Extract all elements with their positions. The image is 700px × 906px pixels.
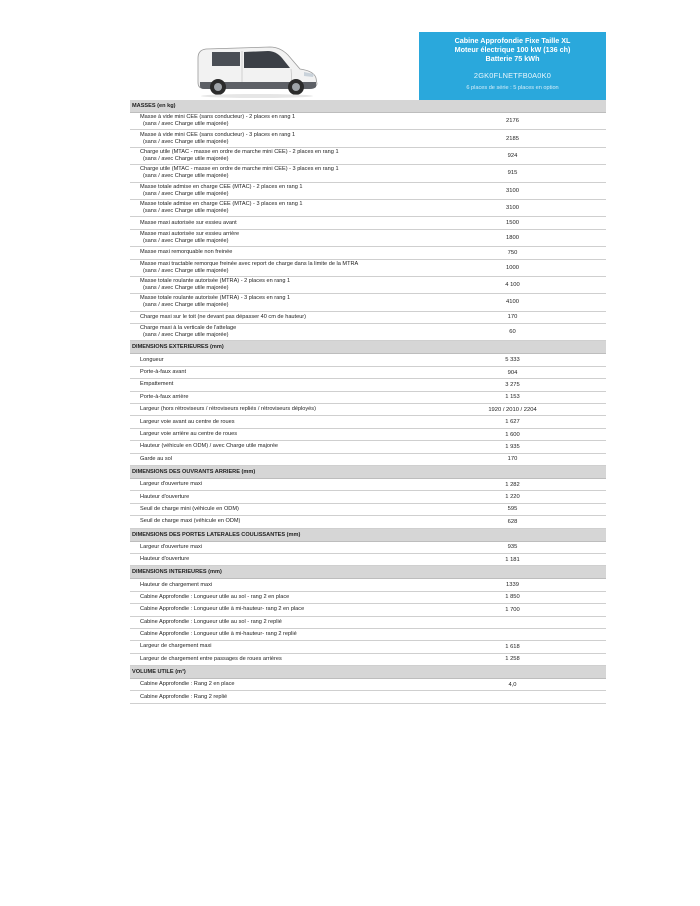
spec-value: 904 bbox=[419, 366, 606, 378]
spec-label bbox=[130, 604, 419, 616]
spec-label-sub: (sans / avec Charge utile majorée) bbox=[143, 302, 229, 309]
spec-label bbox=[130, 416, 419, 428]
spec-label bbox=[130, 379, 419, 391]
spec-label-text: Cabine Approfondie : Rang 2 replié bbox=[140, 693, 228, 700]
spec-label-text: Masse totale admise en charge CEE (MTAC) - 2 places en rang 1 bbox=[140, 183, 303, 190]
spec-label-text: Largeur d'ouverture maxi bbox=[140, 481, 203, 488]
spec-label-text: Masse totale roulante autorisée (MTRA) - 3 places en rang 1 bbox=[140, 295, 291, 302]
spec-label-text: Largeur d'ouverture maxi bbox=[140, 543, 203, 550]
spec-label bbox=[130, 441, 419, 453]
table-row bbox=[130, 591, 606, 603]
spec-label bbox=[130, 691, 419, 703]
spec-label bbox=[130, 428, 419, 440]
version-header bbox=[419, 32, 606, 100]
spec-label-sub: (sans / avec Charge utile majorée) bbox=[143, 121, 229, 128]
spec-value: 5 333 bbox=[419, 354, 606, 366]
table-row bbox=[130, 541, 606, 553]
spec-label-text: Masse maxi autorisée sur essieu avant bbox=[140, 219, 237, 226]
section-header bbox=[130, 528, 606, 541]
spec-label-text: Cabine Approfondie : Longueur utile à mi-hauteur- rang 2 replié bbox=[140, 631, 297, 638]
spec-value: 3100 bbox=[419, 182, 606, 199]
spec-value: 3100 bbox=[419, 199, 606, 216]
spec-label bbox=[130, 516, 419, 528]
table-row bbox=[130, 276, 606, 293]
table-row bbox=[130, 616, 606, 628]
spec-value: 1 282 bbox=[419, 478, 606, 490]
spec-label bbox=[130, 182, 419, 199]
table-row bbox=[130, 165, 606, 182]
table-row bbox=[130, 247, 606, 259]
spec-value: 60 bbox=[419, 324, 606, 341]
spec-value: 915 bbox=[419, 165, 606, 182]
spec-label bbox=[130, 130, 419, 147]
table-row bbox=[130, 354, 606, 366]
spec-label-text: Largeur (hors rétroviseurs / rétroviseurs repliés / rétroviseurs déployés) bbox=[140, 406, 316, 413]
spec-sheet bbox=[130, 32, 606, 704]
spec-label-text: Largeur voie arrière au centre de roues bbox=[140, 431, 238, 437]
spec-label bbox=[130, 366, 419, 378]
spec-label bbox=[130, 453, 419, 465]
spec-label bbox=[130, 199, 419, 216]
table-row bbox=[130, 217, 606, 229]
section-title: MASSES (en kg) bbox=[130, 100, 606, 113]
spec-label bbox=[130, 641, 419, 653]
section-header bbox=[130, 566, 606, 579]
table-row bbox=[130, 503, 606, 515]
spec-label-text: Charge maxi sur le toit (ne devant pas dépasser 40 cm de hauteur) bbox=[140, 313, 307, 320]
spec-label-text: Masse à vide mini CEE (sans conducteur) - 2 places en rang 1 bbox=[140, 114, 296, 121]
table-row bbox=[130, 478, 606, 490]
spec-label-text: Charge utile (MTAC - masse en ordre de marche mini CEE) - 2 places en rang 1 bbox=[140, 148, 339, 155]
spec-label-text: Longueur bbox=[140, 356, 164, 363]
table-row bbox=[130, 516, 606, 528]
spec-label bbox=[130, 478, 419, 490]
table-row bbox=[130, 229, 606, 246]
spec-label-text: Hauteur d'ouverture bbox=[140, 556, 190, 563]
section-title: DIMENSIONS DES PORTES LATERALES COULISSANTES (mm) bbox=[130, 528, 606, 541]
spec-value bbox=[419, 616, 606, 628]
spec-label bbox=[130, 541, 419, 553]
spec-value bbox=[419, 691, 606, 703]
spec-label bbox=[130, 491, 419, 503]
spec-value: 3 275 bbox=[419, 379, 606, 391]
spec-value: 595 bbox=[419, 503, 606, 515]
table-row bbox=[130, 311, 606, 323]
section-title: DIMENSIONS DES OUVRANTS ARRIERE (mm) bbox=[130, 465, 606, 478]
section-header bbox=[130, 100, 606, 113]
spec-value: 1 850 bbox=[419, 591, 606, 603]
spec-label-text: Charge maxi à la verticale de l'attelage bbox=[140, 325, 237, 332]
version-code: 2GK0FLNETFB0A0K0 bbox=[473, 71, 552, 80]
spec-label bbox=[130, 247, 419, 259]
spec-label bbox=[130, 165, 419, 182]
table-row bbox=[130, 691, 606, 703]
spec-value: 750 bbox=[419, 247, 606, 259]
spec-label bbox=[130, 404, 419, 416]
spec-value: 1 153 bbox=[419, 391, 606, 403]
spec-label bbox=[130, 276, 419, 293]
version-title: Cabine Approfondie Fixe Taille XL Moteur électrique 100 kW (136 ch) Batterie 75 kWh bbox=[454, 36, 571, 63]
spec-value: 1920 / 2010 / 2204 bbox=[419, 404, 606, 416]
spec-value: 1 220 bbox=[419, 491, 606, 503]
spec-label bbox=[130, 147, 419, 164]
spec-table bbox=[130, 100, 606, 704]
table-row bbox=[130, 441, 606, 453]
spec-label-text: Largeur de chargement maxi bbox=[140, 643, 212, 650]
spec-value: 1 700 bbox=[419, 604, 606, 616]
table-row bbox=[130, 199, 606, 216]
spec-label-text: Charge utile (MTAC - masse en ordre de marche mini CEE) - 3 places en rang 1 bbox=[140, 166, 339, 173]
spec-value: 628 bbox=[419, 516, 606, 528]
spec-value bbox=[419, 628, 606, 640]
table-row bbox=[130, 294, 606, 311]
spec-label bbox=[130, 354, 419, 366]
spec-label-sub: (sans / avec Charge utile majorée) bbox=[143, 267, 229, 274]
table-row bbox=[130, 113, 606, 130]
spec-value: 1 935 bbox=[419, 441, 606, 453]
table-row bbox=[130, 130, 606, 147]
spec-label bbox=[130, 579, 419, 591]
spec-value: 935 bbox=[419, 541, 606, 553]
table-row bbox=[130, 553, 606, 565]
spec-label-text: Masse totale admise en charge CEE (MTAC) - 3 places en rang 1 bbox=[140, 201, 303, 208]
table-row bbox=[130, 379, 606, 391]
table-row bbox=[130, 259, 606, 276]
spec-value: 1 627 bbox=[419, 416, 606, 428]
spec-label bbox=[130, 503, 419, 515]
spec-value: 1000 bbox=[419, 259, 606, 276]
spec-label-sub: (sans / avec Charge utile majorée) bbox=[143, 190, 229, 197]
table-row bbox=[130, 579, 606, 591]
spec-value: 924 bbox=[419, 147, 606, 164]
table-row bbox=[130, 324, 606, 341]
spec-label-text: Largeur voie avant au centre de roues bbox=[140, 418, 235, 425]
section-header bbox=[130, 465, 606, 478]
spec-label-text: Empattement bbox=[140, 381, 174, 388]
spec-label-text: Hauteur d'ouverture bbox=[140, 493, 190, 500]
section-header bbox=[130, 666, 606, 679]
spec-label-text: Porte-à-faux avant bbox=[140, 369, 187, 376]
table-row bbox=[130, 679, 606, 691]
spec-label-sub: (sans / avec Charge utile majorée) bbox=[143, 285, 229, 292]
spec-label-text: Masse totale roulante autorisée (MTRA) - 2 places en rang 1 bbox=[140, 278, 291, 285]
spec-value: 1800 bbox=[419, 229, 606, 246]
spec-label bbox=[130, 616, 419, 628]
section-title: DIMENSIONS INTERIEURES (mm) bbox=[130, 566, 606, 579]
section-title: VOLUME UTILE (m³) bbox=[130, 666, 606, 679]
section-header bbox=[130, 341, 606, 354]
spec-label-text: Garde au sol bbox=[140, 455, 173, 462]
top-band bbox=[130, 32, 606, 100]
table-row bbox=[130, 428, 606, 440]
spec-label bbox=[130, 217, 419, 229]
spec-label bbox=[130, 553, 419, 565]
spec-value: 1 618 bbox=[419, 641, 606, 653]
spec-label bbox=[130, 679, 419, 691]
spec-label bbox=[130, 653, 419, 665]
table-row bbox=[130, 628, 606, 640]
spec-label-sub: (sans / avec Charge utile majorée) bbox=[143, 155, 229, 162]
spec-value: 2176 bbox=[419, 113, 606, 130]
table-row bbox=[130, 641, 606, 653]
spec-label bbox=[130, 113, 419, 130]
spec-label-sub: (sans / avec Charge utile majorée) bbox=[143, 138, 229, 145]
table-row bbox=[130, 491, 606, 503]
spec-value: 1 258 bbox=[419, 653, 606, 665]
spec-value: 1 600 bbox=[419, 428, 606, 440]
table-row bbox=[130, 416, 606, 428]
spec-label-text: Cabine Approfondie : Longueur utile au sol - rang 2 replié bbox=[140, 618, 282, 625]
table-row bbox=[130, 391, 606, 403]
spec-label bbox=[130, 229, 419, 246]
spec-value: 1500 bbox=[419, 217, 606, 229]
spec-label-text: Masse maxi autorisée sur essieu arrière bbox=[140, 230, 240, 237]
spec-label-sub: (sans / avec Charge utile majorée) bbox=[143, 173, 229, 180]
spec-label bbox=[130, 628, 419, 640]
spec-label-text: Hauteur de chargement maxi bbox=[140, 581, 213, 588]
spec-label-text: Hauteur (véhicule en ODM) / avec Charge utile majorée bbox=[140, 443, 279, 450]
spec-label-text: Masse maxi remorquable non freinée bbox=[140, 249, 233, 256]
spec-label-text: Largeur de chargement entre passages de roues arrières bbox=[140, 655, 282, 662]
spec-label bbox=[130, 311, 419, 323]
table-row bbox=[130, 182, 606, 199]
section-title: DIMENSIONS EXTERIEURES (mm) bbox=[130, 341, 606, 354]
spec-label bbox=[130, 294, 419, 311]
spec-label bbox=[130, 591, 419, 603]
spec-label-text: Seuil de charge mini (véhicule en ODM) bbox=[140, 505, 239, 512]
spec-value: 2185 bbox=[419, 130, 606, 147]
spec-label-text: Masse à vide mini CEE (sans conducteur) - 3 places en rang 1 bbox=[140, 131, 296, 138]
table-row bbox=[130, 404, 606, 416]
spec-label bbox=[130, 259, 419, 276]
spec-value: 4100 bbox=[419, 294, 606, 311]
spec-label-sub: (sans / avec Charge utile majorée) bbox=[143, 208, 229, 215]
spec-label-text: Cabine Approfondie : Rang 2 en place bbox=[140, 681, 235, 688]
spec-label-sub: (sans / avec Charge utile majorée) bbox=[143, 332, 229, 339]
van-image bbox=[192, 38, 322, 100]
spec-value: 1339 bbox=[419, 579, 606, 591]
spec-label bbox=[130, 391, 419, 403]
spec-label-text: Porte-à-faux arrière bbox=[140, 393, 189, 400]
table-row bbox=[130, 453, 606, 465]
table-row bbox=[130, 604, 606, 616]
seats-note: 6 places de série : 5 places en option bbox=[466, 85, 559, 91]
table-row bbox=[130, 653, 606, 665]
spec-label bbox=[130, 324, 419, 341]
spec-value: 4,0 bbox=[419, 679, 606, 691]
table-row bbox=[130, 147, 606, 164]
spec-value: 170 bbox=[419, 453, 606, 465]
spec-label-text: Seuil de charge maxi (véhicule en ODM) bbox=[140, 518, 241, 525]
spec-value: 170 bbox=[419, 311, 606, 323]
spec-value: 4 100 bbox=[419, 276, 606, 293]
spec-label-sub: (sans / avec Charge utile majorée) bbox=[143, 237, 229, 244]
spec-label-text: Cabine Approfondie : Longueur utile à mi-hauteur- rang 2 en place bbox=[140, 606, 305, 613]
spec-label-text: Cabine Approfondie : Longueur utile au sol - rang 2 en place bbox=[140, 593, 290, 600]
spec-label-text: Masse maxi tractable remorque freinée avec report de charge dans la limite de la MTRA bbox=[140, 260, 359, 267]
table-row bbox=[130, 366, 606, 378]
spec-value: 1 181 bbox=[419, 553, 606, 565]
